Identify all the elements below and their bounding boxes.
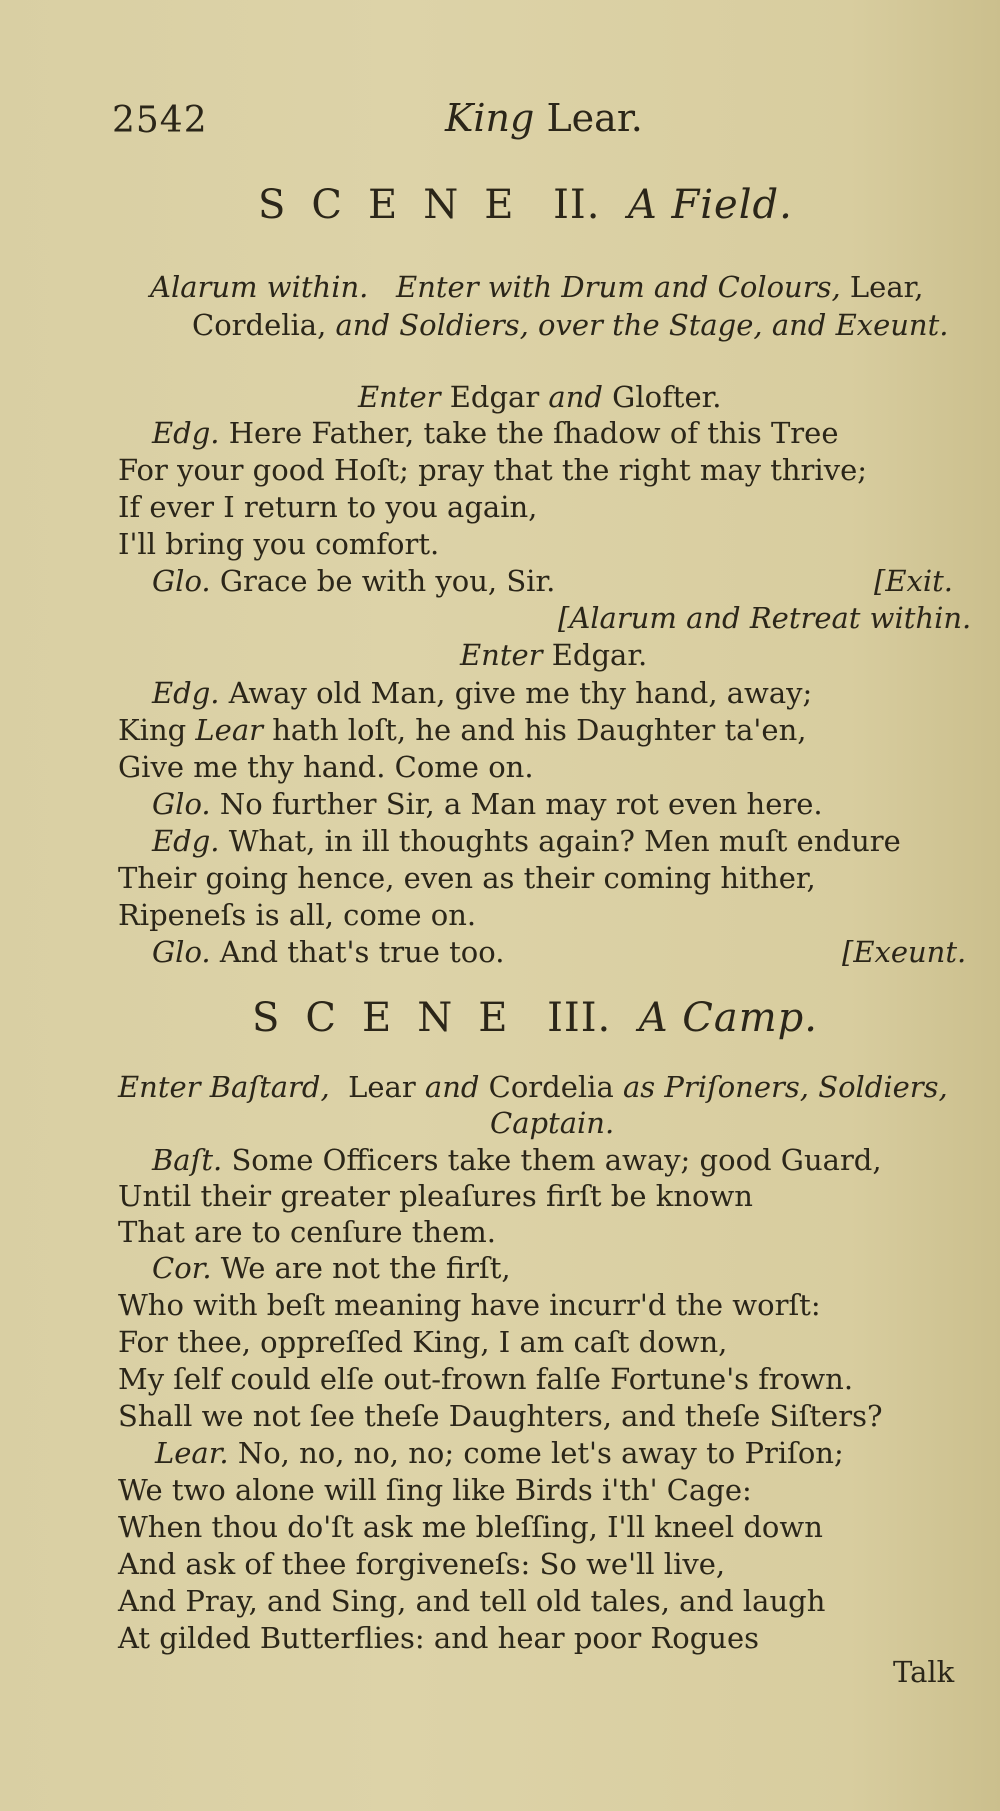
running-title-roman: Lear. bbox=[546, 96, 643, 140]
line-text: Their going hence, even as their coming hither, bbox=[118, 861, 816, 895]
speaker: Glo. bbox=[152, 935, 211, 969]
sd-cordelia: Cordelia bbox=[488, 1070, 614, 1104]
scene-3-number: III. bbox=[547, 995, 612, 1041]
dialogue-line bbox=[118, 1546, 725, 1582]
sd-prisoners: as Priſoners, Soldiers, bbox=[622, 1070, 948, 1104]
line-text: What, in ill thoughts again? Men muſt endure bbox=[228, 824, 901, 858]
line-text: Grace be with you, Sir. bbox=[219, 564, 556, 598]
sd-and: and bbox=[424, 1070, 480, 1104]
stage-direction-3 bbox=[118, 1070, 948, 1104]
dialogue-line bbox=[118, 712, 806, 748]
sd-cordelia: Cordelia, bbox=[192, 308, 327, 342]
sd-lear: Lear, bbox=[849, 270, 924, 304]
line-text: No, no, no, no; come let's away to Priſon; bbox=[237, 1436, 844, 1470]
sd-captain: Captain. bbox=[490, 1106, 615, 1140]
dialogue-line bbox=[152, 786, 823, 822]
sd-soldiers: and Soldiers, over the Stage, and Exeunt. bbox=[335, 308, 949, 342]
enter-word: Enter bbox=[358, 380, 441, 414]
scene-3-heading bbox=[252, 995, 818, 1041]
sd-alarum: Alarum within. bbox=[150, 270, 369, 304]
dialogue-line bbox=[118, 1324, 727, 1360]
line-text: And Pray, and Sing, and tell old tales, and laugh bbox=[118, 1584, 826, 1618]
enter-edgar-2 bbox=[460, 638, 647, 672]
dialogue-line bbox=[118, 1178, 753, 1214]
scene-3-place: A Camp. bbox=[638, 995, 818, 1041]
scene-3-word: SCENE bbox=[252, 995, 534, 1041]
dialogue-line bbox=[118, 1398, 883, 1434]
enter-glofter: Glofter. bbox=[612, 380, 722, 414]
dialogue-line bbox=[118, 1509, 823, 1545]
speaker: Cor. bbox=[152, 1251, 212, 1285]
scene-2-number: II. bbox=[553, 182, 601, 228]
line-text: And ask of thee forgiveneſs: So we'll live, bbox=[118, 1547, 726, 1581]
speaker: Edg. bbox=[152, 416, 220, 450]
dialogue-line bbox=[118, 1620, 759, 1656]
sd-lear: Lear bbox=[348, 1070, 416, 1104]
dialogue-line bbox=[152, 823, 901, 859]
running-title-italic: King bbox=[445, 96, 535, 140]
dialogue-line bbox=[118, 1214, 496, 1250]
line-text: Who with beſt meaning have incurr'd the worſt: bbox=[118, 1288, 821, 1322]
line-text: Some Officers take them away; good Guard, bbox=[231, 1143, 882, 1177]
dialogue-line bbox=[118, 1361, 853, 1397]
dialogue-line bbox=[118, 1472, 752, 1508]
line-text: Away old Man, give me thy hand, away; bbox=[228, 676, 813, 710]
line-italic: Lear bbox=[195, 713, 263, 747]
line-text: Give me thy hand. Come on. bbox=[118, 750, 534, 784]
line-text: And that's true too. bbox=[219, 935, 505, 969]
line-text: Ripeneſs is all, come on. bbox=[118, 898, 477, 932]
dialogue-line bbox=[118, 860, 816, 896]
page-number: 2542 bbox=[112, 100, 208, 141]
dialogue-line bbox=[152, 1142, 882, 1178]
speaker: Lear. bbox=[155, 1436, 229, 1470]
line-text: For your good Hoſt; pray that the right may thrive; bbox=[118, 453, 868, 487]
line-text: Shall we not ſee theſe Daughters, and theſe Siſters? bbox=[118, 1399, 883, 1433]
dialogue-line bbox=[118, 1287, 821, 1323]
line-pre: King bbox=[118, 713, 196, 747]
dialogue-line bbox=[155, 1435, 844, 1471]
line-text: Here Father, take the ſhadow of this Tree bbox=[228, 416, 839, 450]
line-text: My ſelf could elſe out-frown falſe Fortune's frown. bbox=[118, 1362, 854, 1396]
scene-2-place: A Field. bbox=[627, 182, 793, 228]
catchword: Talk bbox=[893, 1655, 955, 1689]
enter-edgar: Edgar. bbox=[551, 638, 648, 672]
dialogue-line bbox=[152, 1250, 511, 1286]
enter-word: Enter bbox=[460, 638, 543, 672]
scene-2-heading bbox=[258, 182, 793, 228]
dialogue-line bbox=[152, 675, 812, 711]
speaker: Glo. bbox=[152, 564, 211, 598]
exeunt-direction: [Exeunt. bbox=[842, 935, 967, 969]
enter-and: and bbox=[548, 380, 603, 414]
dialogue-line bbox=[152, 563, 555, 599]
enter-edgar-glofter bbox=[358, 380, 722, 414]
running-title bbox=[445, 96, 643, 140]
speaker: Baſt. bbox=[152, 1143, 223, 1177]
dialogue-line bbox=[118, 452, 867, 488]
stage-direction-1b bbox=[192, 308, 948, 342]
alarum-retreat: [Alarum and Retreat within. bbox=[558, 601, 972, 635]
dialogue-line bbox=[118, 749, 534, 785]
dialogue-line bbox=[118, 526, 439, 562]
line-text: I'll bring you comfort. bbox=[118, 527, 440, 561]
speaker: Glo. bbox=[152, 787, 211, 821]
stage-direction-1 bbox=[150, 270, 924, 304]
speaker: Edg. bbox=[152, 676, 220, 710]
dialogue-line bbox=[118, 489, 537, 525]
line-text: Until their greater pleaſures firſt be known bbox=[118, 1179, 753, 1213]
line-text: For thee, oppreſſed King, I am caſt down, bbox=[118, 1325, 728, 1359]
line-text: When thou do'ſt ask me bleſſing, I'll kneel down bbox=[118, 1510, 823, 1544]
speaker: Edg. bbox=[152, 824, 220, 858]
line-text: At gilded Butterflies: and hear poor Rogues bbox=[118, 1621, 760, 1655]
scene-2-word: SCENE bbox=[258, 182, 540, 228]
dialogue-line bbox=[118, 1583, 825, 1619]
dialogue-line bbox=[152, 934, 504, 970]
line-text: No further Sir, a Man may rot even here. bbox=[219, 787, 823, 821]
exit-direction: [Exit. bbox=[874, 564, 953, 598]
sd-enter-drum: Enter with Drum and Colours, bbox=[396, 270, 841, 304]
line-text: We are not the firſt, bbox=[220, 1251, 511, 1285]
enter-edgar: Edgar bbox=[449, 380, 540, 414]
line-text: That are to cenſure them. bbox=[118, 1215, 496, 1249]
line-text: If ever I return to you again, bbox=[118, 490, 538, 524]
dialogue-line bbox=[118, 897, 476, 933]
dialogue-line bbox=[152, 415, 839, 451]
sd-enter-bastard: Enter Baſtard, bbox=[118, 1070, 330, 1104]
line-text: We two alone will ſing like Birds i'th' Cage: bbox=[118, 1473, 752, 1507]
line-text: hath loſt, he and his Daughter ta'en, bbox=[262, 713, 807, 747]
